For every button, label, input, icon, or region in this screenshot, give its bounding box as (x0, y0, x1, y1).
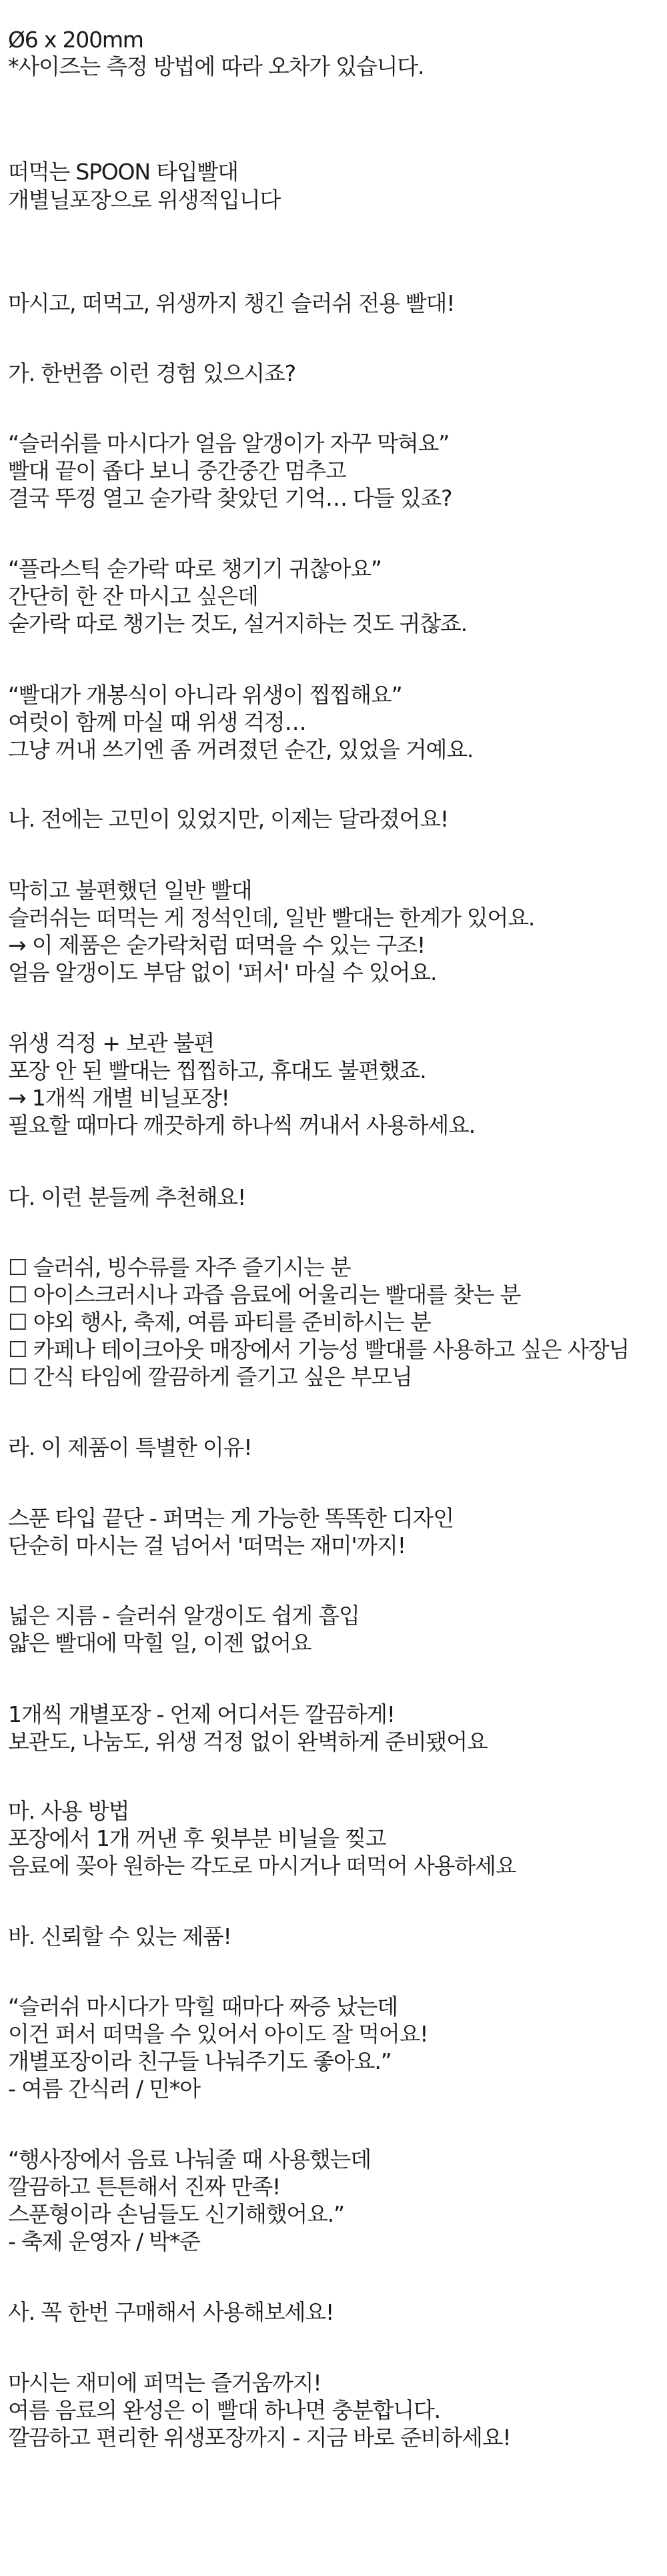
pain-text-2b: 숟가락 따로 챙기는 것도, 설거지하는 것도 귀찮죠. (8, 610, 467, 636)
pain-quote-3: “빨대가 개봉식이 아니라 위생이 찝찝해요” (8, 682, 402, 708)
pain-text-3a: 여럿이 함께 마실 때 위생 걱정… (8, 709, 306, 735)
closing-line-2: 여름 음료의 완성은 이 빨대 하나면 충분합니다. (8, 2397, 440, 2423)
section-heading-ma: 마. 사용 방법 (8, 1798, 129, 1824)
pain-text-3b: 그냥 꺼내 쓰기엔 좀 꺼려졌던 순간, 있었을 거예요. (8, 737, 474, 763)
review-2-line-3: 스푼형이라 손님들도 신기해했어요.” (8, 2201, 344, 2227)
solution-1-text-c: 얼음 알갱이도 부담 없이 '퍼서' 마실 수 있어요. (8, 959, 437, 985)
product-packaging-line: 개별닐포장으로 위생적입니다 (8, 187, 281, 213)
section-heading-ra: 라. 이 제품이 특별한 이유! (8, 1434, 252, 1460)
pain-quote-2: “플라스틱 숟가락 따로 챙기기 귀찮아요” (8, 556, 382, 582)
recommend-item-4: ☐ 카페나 테이크아웃 매장에서 기능성 빨대를 사용하고 싶은 사장님 (8, 1336, 630, 1362)
review-2-author: - 축제 운영자 / 박*준 (8, 2228, 200, 2254)
spec-size: Ø6 x 200mm (8, 27, 143, 53)
spec-size-note: *사이즈는 측정 방법에 따라 오차가 있습니다. (8, 53, 424, 79)
review-2-line-1: “행사장에서 음료 나눠줄 때 사용했는데 (8, 2146, 371, 2172)
solution-1-title: 막히고 불편했던 일반 빨대 (8, 877, 252, 903)
solution-1-text-a: 슬러쉬는 떠먹는 게 정석인데, 일반 빨대는 한계가 있어요. (8, 905, 535, 931)
solution-2-title: 위생 걱정 + 보관 불편 (8, 1030, 215, 1056)
feature-2-title: 넓은 지름 - 슬러쉬 알갱이도 쉽게 흡입 (8, 1603, 360, 1629)
closing-line-3: 깔끔하고 편리한 위생포장까지 - 지금 바로 준비하세요! (8, 2425, 511, 2451)
solution-1-text-b: → 이 제품은 숟가락처럼 떠먹을 수 있는 구조! (8, 932, 426, 958)
solution-2-text-b: → 1개씩 개별 비닐포장! (8, 1085, 229, 1111)
recommend-item-2: ☐ 아이스크러시나 과즙 음료에 어울리는 빨대를 찾는 분 (8, 1282, 521, 1308)
pain-quote-1: “슬러쉬를 마시다가 얼음 알갱이가 자꾸 막혀요” (8, 430, 450, 456)
feature-1-title: 스푼 타입 끝단 - 퍼먹는 게 가능한 똑똑한 디자인 (8, 1505, 454, 1531)
solution-2-text-c: 필요할 때마다 깨끗하게 하나씩 꺼내서 사용하세요. (8, 1112, 475, 1138)
pain-text-1b: 결국 뚜껑 열고 숟가락 찾았던 기억… 다들 있죠? (8, 485, 452, 511)
usage-text-b: 음료에 꽂아 원하는 각도로 마시거나 떠먹어 사용하세요 (8, 1853, 516, 1879)
feature-2-text: 얇은 빨대에 막힐 일, 이젠 없어요 (8, 1630, 311, 1656)
section-heading-na: 나. 전에는 고민이 있었지만, 이제는 달라졌어요! (8, 806, 448, 832)
recommend-item-1: ☐ 슬러쉬, 빙수류를 자주 즐기시는 분 (8, 1254, 351, 1280)
recommend-item-5: ☐ 간식 타임에 깔끔하게 즐기고 싶은 부모님 (8, 1364, 412, 1390)
review-1-line-2: 이건 퍼서 떠먹을 수 있어서 아이도 잘 먹어요! (8, 2021, 428, 2047)
pain-text-2a: 간단히 한 잔 마시고 싶은데 (8, 583, 258, 609)
headline: 마시고, 떠먹고, 위생까지 챙긴 슬러쉬 전용 빨대! (8, 290, 455, 316)
feature-3-title: 1개씩 개별포장 - 언제 어디서든 깔끔하게! (8, 1701, 395, 1727)
review-1-author: - 여름 간식러 / 민*아 (8, 2076, 200, 2102)
review-1-line-1: “슬러쉬 마시다가 막힐 때마다 짜증 났는데 (8, 1994, 398, 2020)
pain-text-1a: 빨대 끝이 좁다 보니 중간중간 멈추고 (8, 458, 346, 484)
review-2-line-2: 깔끔하고 튼튼해서 진짜 만족! (8, 2174, 281, 2200)
feature-3-text: 보관도, 나눔도, 위생 걱정 없이 완벽하게 준비됐어요 (8, 1729, 488, 1755)
section-heading-da: 다. 이런 분들께 추천해요! (8, 1184, 245, 1210)
section-heading-ga: 가. 한번쯤 이런 경험 있으시죠? (8, 360, 295, 386)
review-1-line-3: 개별포장이라 친구들 나눠주기도 좋아요.” (8, 2048, 392, 2074)
feature-1-text: 단순히 마시는 걸 넘어서 '떠먹는 재미'까지! (8, 1533, 406, 1559)
solution-2-text-a: 포장 안 된 빨대는 찝찝하고, 휴대도 불편했죠. (8, 1057, 426, 1084)
usage-text-a: 포장에서 1개 꺼낸 후 윗부분 비닐을 찢고 (8, 1825, 386, 1851)
recommend-item-3: ☐ 야외 행사, 축제, 여름 파티를 준비하시는 분 (8, 1309, 431, 1335)
closing-line-1: 마시는 재미에 퍼먹는 즐거움까지! (8, 2370, 321, 2396)
section-heading-sa: 사. 꼭 한번 구매해서 사용해보세요! (8, 2299, 334, 2325)
section-heading-ba: 바. 신뢰할 수 있는 제품! (8, 1923, 231, 1950)
product-type-line: 떠먹는 SPOON 타입빨대 (8, 159, 238, 185)
